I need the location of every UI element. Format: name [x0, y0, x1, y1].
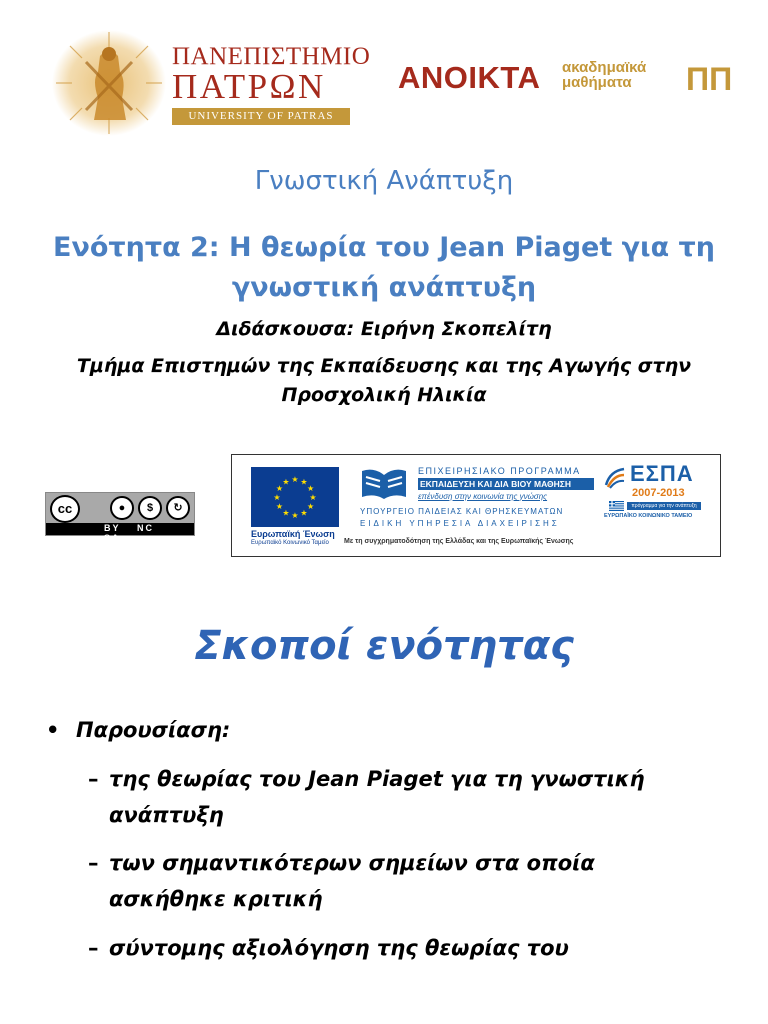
operational-programme-label: ΕΠΙΧΕΙΡΗΣΙΑΚΟ ΠΡΟΓΡΑΜΜΑ	[418, 466, 581, 476]
espa-swoosh-icon	[604, 467, 626, 489]
cc-icon: cc	[50, 495, 80, 523]
university-name-line2: ΠΑΤΡΩΝ	[172, 67, 326, 106]
eu-star-icon: ★	[273, 493, 281, 502]
espa-title: ΕΣΠΑ	[630, 461, 694, 486]
espa-fund-label: ΕΥΡΩΠΑΪΚΟ ΚΟΙΝΩΝΙΚΟ ΤΑΜΕΙΟ	[604, 513, 693, 519]
creative-commons-license-badge	[45, 492, 195, 543]
unit-title-line1: Ενότητα 2: Η θεωρία του Jean Piaget για τη	[53, 232, 715, 263]
eu-star-icon: ★	[291, 511, 299, 520]
cc-by-label: BY	[104, 523, 121, 533]
eu-star-icon: ★	[300, 477, 308, 487]
course-title: Γνωστική Ανάπτυξη	[254, 166, 514, 196]
cc-sa-label: SA	[104, 533, 121, 543]
sub-item-1	[88, 761, 728, 833]
noncommercial-icon: $	[138, 496, 162, 520]
espa-years: 2007-2013	[632, 487, 685, 499]
eu-star-icon: ★	[309, 493, 317, 502]
sub-item-2-line1: των σημαντικότερων σημείων στα οποία	[109, 851, 595, 875]
open-courses-main-text: ΑΝΟΙΚΤΑ	[398, 60, 541, 95]
unit-title-line2: γνωστική ανάπτυξη	[231, 272, 537, 303]
programme-name: ΕΚΠΑΙΔΕΥΣΗ ΚΑΙ ΔΙΑ ΒΙΟΥ ΜΑΘΗΣΗ	[418, 478, 594, 490]
sub-item-2	[88, 845, 728, 917]
bullet-text: Παρουσίαση:	[76, 718, 231, 742]
eu-star-icon: ★	[307, 484, 315, 493]
managing-authority: ΕΙΔΙΚΗ ΥΠΗΡΕΣΙΑ ΔΙΑΧΕΙΡΙΣΗΣ	[360, 519, 560, 528]
university-seal-icon	[50, 28, 168, 138]
open-courses-sub1: ακαδημαϊκά	[562, 59, 647, 76]
department-line1: Τμήμα Επιστημών της Εκπαίδευσης και της Αγωγής στην	[76, 355, 692, 377]
open-book-icon	[360, 467, 408, 501]
open-academic-courses-logo	[398, 58, 743, 102]
bullet-marker: •	[46, 718, 60, 742]
eu-star-icon: ★	[307, 502, 315, 511]
eu-star-icon: ★	[282, 508, 290, 518]
eu-fund-label: Ευρωπαϊκό Κοινωνικό Ταμείο	[251, 540, 329, 546]
sub-item-1-line2: ανάπτυξη	[109, 803, 224, 827]
eu-flag-icon	[251, 467, 339, 527]
ministry-name: ΥΠΟΥΡΓΕΙΟ ΠΑΙΔΕΙΑΣ ΚΑΙ ΘΡΗΣΚΕΥΜΑΤΩΝ	[360, 507, 564, 516]
eu-star-icon: ★	[275, 484, 283, 493]
sub-item-1-line1: της θεωρίας του Jean Piaget για τη γνωστική	[109, 767, 645, 791]
open-courses-sub2: μαθήματα	[562, 74, 632, 91]
department-line2: Προσχολική Ηλικία	[281, 384, 487, 406]
sub-item-3-line1: σύντομης αξιολόγηση της θεωρίας του	[109, 936, 569, 960]
university-name-english: UNIVERSITY OF PATRAS	[172, 108, 350, 125]
department-name	[0, 352, 768, 410]
sub-item-3	[88, 930, 728, 966]
greek-flag-icon	[609, 501, 624, 511]
programme-slogan: επένδυση στην κοινωνία της γνώσης	[418, 492, 548, 501]
attribution-icon: ●	[110, 496, 134, 520]
cc-nc-label: NC	[137, 523, 155, 533]
open-courses-mark: ΠΠ	[686, 61, 733, 97]
eu-star-icon: ★	[282, 477, 290, 487]
instructor-name: Διδάσκουσα: Ειρήνη Σκοπελίτη	[216, 318, 552, 340]
sub-item-2-line2: ασκήθηκε κριτική	[109, 887, 323, 911]
eu-funding-banner	[231, 454, 721, 557]
dash-marker: –	[88, 936, 99, 960]
sharealike-icon: ↻	[166, 496, 190, 520]
cofinancing-note: Με τη συγχρηματοδότηση της Ελλάδας και της Ευρωπαϊκής Ένωσης	[344, 538, 574, 545]
espa-tagline: πρόγραμμα για την ανάπτυξη	[627, 502, 701, 510]
section-heading: Σκοποί ενότητας	[194, 623, 574, 669]
eu-label: Ευρωπαϊκή Ένωση	[251, 529, 335, 539]
eu-star-icon: ★	[291, 475, 299, 484]
dash-marker: –	[88, 767, 99, 791]
eu-star-icon: ★	[300, 508, 308, 518]
unit-title	[0, 228, 768, 308]
dash-marker: –	[88, 851, 99, 875]
university-of-patras-logo	[50, 28, 371, 138]
eu-star-icon: ★	[275, 502, 283, 511]
university-name-line1: ΠΑΝΕΠΙΣΤΗΜΙΟ	[172, 43, 371, 70]
bullet-item	[46, 718, 230, 742]
